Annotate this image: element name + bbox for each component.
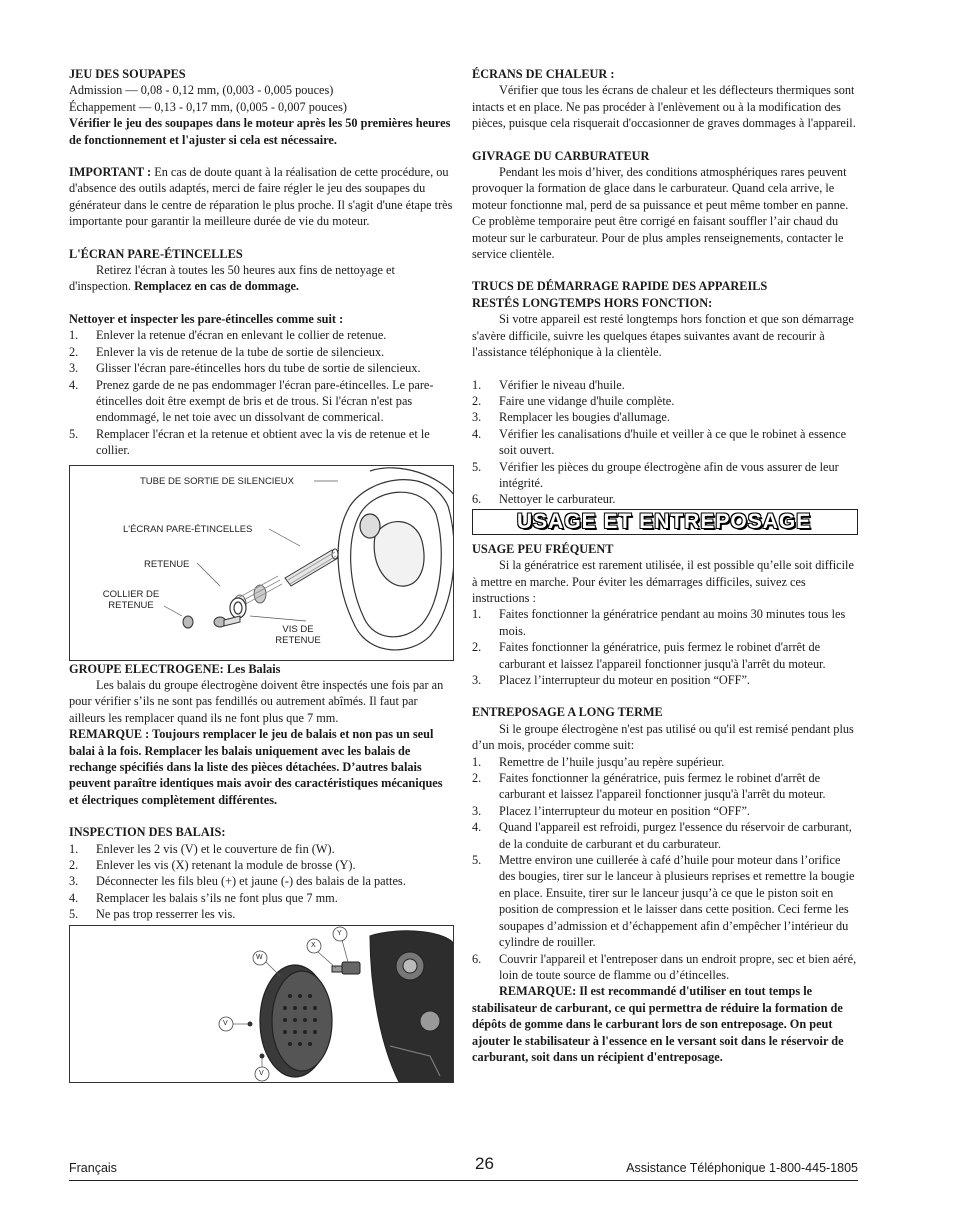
list-item-text: Faire une vidange d'huile complète. xyxy=(499,393,675,408)
list-item-text: Faites fonctionner la génératrice pendant au moins 30 minutes tous les mois. xyxy=(499,607,846,638)
list-item-text: Faites fonctionner la génératrice, puis fermez le robinet d'arrêt de carburant et laissez l'appareil fonctionner jusqu'à l'arrêt du moteur. xyxy=(499,771,826,802)
list-item xyxy=(472,803,858,819)
list-item-number: 1. xyxy=(472,377,482,392)
list-item xyxy=(472,770,858,803)
usage-storage-banner: USAGE ET ENTREPOSAGE xyxy=(472,509,858,535)
page-number: 26 xyxy=(475,1154,494,1173)
exhaust-spec: Échappement — 0,13 - 0,17 mm, (0,005 - 0,007 pouces) xyxy=(69,99,347,114)
list-item-text: Couvrir l'appareil et l'entreposer dans un endroit propre, sec et bien aéré, loin de toute source de flamme ou d’étincelles. xyxy=(499,951,857,982)
long-term-storage-text: Si le groupe électrogène n'est pas utilisé ou qu'il est remisé pendant plus d’un mois, procéder comme suit: xyxy=(472,721,854,753)
list-item xyxy=(472,951,858,984)
list-item-text: Nettoyer le carburateur. xyxy=(499,492,616,507)
list-item-number: 1. xyxy=(472,754,482,769)
list-item-number: 3. xyxy=(69,361,79,376)
spark-screen-text: Retirez l'écran à toutes les 50 heures aux fins de nettoyage et d'inspection. Remplacez en cas de dommage. xyxy=(69,263,395,294)
list-item-number: 1. xyxy=(69,841,79,856)
carburetor-icing-text: Pendant les mois d’hiver, des conditions atmosphériques rares peuvent provoquer la formation de glace dans le carburateur. Quand cela arrive, le moteur fonctionne mal, perd de sa puissance et peut même tomber en panne. Ce problème temporaire peut être corrigé en faisant souffler l’air chaud du moteur sur le carburateur. Pour de plus amples renseignements, contacter le service clientèle. xyxy=(472,165,849,262)
heat-shields-heading: ÉCRANS DE CHALEUR : xyxy=(472,67,615,81)
list-item-text: Faites fonctionner la génératrice, puis fermez le robinet d'arrêt de carburant et laissez l'appareil fonctionner jusqu'à l'arrêt du moteur. xyxy=(499,640,826,671)
spark-steps-list xyxy=(69,327,454,458)
list-item-number: 4. xyxy=(69,377,79,392)
list-item xyxy=(69,906,454,922)
list-item xyxy=(69,873,454,889)
list-item xyxy=(69,426,454,459)
list-item-number: 3. xyxy=(69,874,79,889)
list-item-text: Placez l’interrupteur du moteur en position “OFF”. xyxy=(499,803,750,818)
list-item xyxy=(472,606,858,639)
list-item-text: Glisser l'écran pare-étincelles hors du tube de sortie de silencieux. xyxy=(96,361,421,376)
list-item-number: 6. xyxy=(472,492,482,507)
spark-steps-heading: Nettoyer et inspecter les pare-étincelles comme suit : xyxy=(69,311,344,326)
callout-v-1: V xyxy=(223,1019,228,1027)
list-item-number: 4. xyxy=(472,426,482,441)
list-item-text: Enlever la retenue d'écran en enlevant le collier de retenue. xyxy=(96,328,387,343)
list-item-number: 5. xyxy=(69,907,79,922)
footer-language: Français xyxy=(69,1161,117,1175)
list-item-number: 6. xyxy=(472,951,482,966)
storage-steps-list xyxy=(472,754,858,984)
quickstart-steps-list xyxy=(472,377,858,508)
infrequent-use-heading: USAGE PEU FRÉQUENT xyxy=(472,541,614,556)
list-item-text: Vérifier le niveau d'huile. xyxy=(499,377,625,392)
valve-clearance-heading: JEU DES SOUPAPES xyxy=(69,67,186,81)
list-item-text: Remettre de l’huile jusqu’au repère supérieur. xyxy=(499,754,725,769)
tube-label: TUBE DE SORTIE DE SILENCIEUX xyxy=(140,475,294,487)
quickstart-heading-1: TRUCS DE DÉMARRAGE RAPIDE DES APPAREILS xyxy=(472,279,768,294)
list-item xyxy=(69,360,454,376)
list-item xyxy=(69,327,454,343)
list-item xyxy=(472,639,858,672)
list-item-text: Ne pas trop resserrer les vis. xyxy=(96,907,236,922)
list-item xyxy=(69,857,454,873)
list-item-text: Placez l’interrupteur du moteur en position “OFF”. xyxy=(499,673,750,687)
list-item-number: 3. xyxy=(472,410,482,425)
list-item xyxy=(69,841,454,857)
intake-spec: Admission — 0,08 - 0,12 mm, (0,003 - 0,005 pouces) xyxy=(69,83,334,98)
important-text: En cas de doute quant à la réalisation de cette procédure, ou d'absence des outils adaptés, merci de faire régler le jeu des soupapes du générateur dans le centre de réparation le plus proche. Il s'agit d'une étape très importante pour garantir la meilleure durée de vie du moteur. xyxy=(69,165,453,229)
list-item-text: Remplacer l'écran et la retenue et obtient avec la vis de retenue et le collier. xyxy=(96,426,430,458)
list-item-number: 5. xyxy=(69,426,79,441)
stabilizer-note: REMARQUE: Il est recommandé d'utiliser en tout temps le stabilisateur de carburant, ce qui permettra de réduire la formation de dépôts de gomme dans le carburant lors de son entreposage. On peut ajouter le stabilisateur à l'essence en le versant soit dans le réservoir de carburant, soit dans un récipient d'entreposage. xyxy=(472,984,844,1064)
long-term-storage-heading: ENTREPOSAGE A LONG TERME xyxy=(472,705,663,720)
list-item-text: Enlever les 2 vis (V) et le couverture de fin (W). xyxy=(96,841,335,856)
list-item-text: Mettre environ une cuillerée à café d’huile pour moteur dans l’orifice des bougies, tirer sur le lanceur à plusieurs reprises et remettre la bougie en place. Ensuite, tirer sur le lanceur jusqu’à ce que le piston soit en position de compression et le laisser dans cette position. Ceci ferme les soupapes d’admission et d’échappement afin d’empêcher l’intérieur du cylindre de rouiller. xyxy=(499,853,855,950)
collar-label: COLLIER DE RETENUE xyxy=(102,588,160,611)
list-item-text: Enlever les vis (X) retenant la module de brosse (Y). xyxy=(96,858,356,872)
list-item-text: Remplacer les balais s’ils ne font plus que 7 mm. xyxy=(96,890,338,905)
quickstart-heading-2: RESTÉS LONGTEMPS HORS FONCTION: xyxy=(472,295,713,310)
list-item-text: Quand l'appareil est refroidi, purgez l'essence du réservoir de carburant, de la conduite de carburant et du carburateur. xyxy=(499,820,852,851)
retainer-label: RETENUE xyxy=(144,558,190,570)
spark-arrestor-illustration xyxy=(70,466,454,661)
list-item xyxy=(472,377,858,393)
list-item xyxy=(472,426,858,459)
callout-w: W xyxy=(256,953,263,961)
list-item xyxy=(472,491,858,507)
list-item xyxy=(69,344,454,360)
page-footer xyxy=(69,1154,858,1181)
list-item-number: 5. xyxy=(472,853,482,868)
inspection-steps-list xyxy=(69,841,454,923)
list-item-number: 2. xyxy=(472,393,482,408)
list-item-text: Vérifier les canalisations d'huile et veiller à ce que le robinet à essence soit ouvert. xyxy=(499,426,847,458)
right-column xyxy=(472,66,858,1065)
brushes-heading: GROUPE ELECTROGENE: Les Balais xyxy=(69,661,281,676)
inspection-heading: INSPECTION DES BALAIS: xyxy=(69,825,226,840)
list-item-text: Déconnecter les fils bleu (+) et jaune (-) des balais de la pattes. xyxy=(96,874,406,889)
list-item-number: 2. xyxy=(472,640,482,655)
list-item xyxy=(472,672,858,688)
list-item xyxy=(472,754,858,770)
list-item-number: 2. xyxy=(69,344,79,359)
screw-label: VIS DE RETENUE xyxy=(275,623,321,646)
spark-arrestor-figure xyxy=(69,465,454,661)
callout-v-2: V xyxy=(259,1069,264,1077)
brushes-illustration xyxy=(70,926,454,1083)
list-item xyxy=(472,819,858,852)
list-item-text: Remplacer les bougies d'allumage. xyxy=(499,410,670,425)
list-item xyxy=(472,852,858,950)
list-item xyxy=(472,393,858,409)
list-item-number: 4. xyxy=(69,890,79,905)
list-item-number: 3. xyxy=(472,673,482,687)
brushes-note: REMARQUE : Toujours remplacer le jeu de balais et non pas un seul balai à la fois. Remplacer les balais uniquement avec les balais de rechange spécifiés dans la liste des pièces détachées. D’autres balais peuvent paraître identiques mais avoir des caractéristiques mécaniques et électriques complètement différentes. xyxy=(69,727,443,807)
carburetor-icing-heading: GIVRAGE DU CARBURATEUR xyxy=(472,148,650,163)
infrequent-use-text: Si la génératrice est rarement utilisée, il est possible qu’elle soit difficile à mettre en marche. Pour éviter les démarrages difficiles, suivez ces instructions : xyxy=(472,558,854,605)
spark-screen-heading: L'ÉCRAN PARE-ÉTINCELLES xyxy=(69,246,243,261)
list-item-number: 3. xyxy=(472,803,482,818)
list-item xyxy=(69,890,454,906)
screen-label: L'ÉCRAN PARE-ÉTINCELLES xyxy=(123,523,253,535)
brushes-text: Les balais du groupe électrogène doivent être inspectés une fois par an pour vérifier s’ils ne sont pas fendillés ou autrement abîmés. Il faut par ailleurs les remplacer quand ils ne font plus que 7 mm. xyxy=(69,677,444,725)
list-item xyxy=(472,459,858,492)
quickstart-text: Si votre appareil est resté longtemps hors fonction et que son démarrage s'avère difficile, suivre les quelques étapes suivantes avant de recourir à l'assistance téléphonique à la clientèle. xyxy=(472,312,854,360)
list-item xyxy=(472,409,858,425)
callout-x: X xyxy=(311,941,316,949)
list-item-text: Vérifier les pièces du groupe électrogène afin de vous assurer de leur intégrité. xyxy=(499,459,839,490)
list-item-number: 5. xyxy=(472,459,482,474)
important-paragraph xyxy=(69,164,454,230)
important-label: IMPORTANT : xyxy=(69,165,152,180)
list-item-number: 1. xyxy=(472,607,482,622)
list-item-text: Prenez garde de ne pas endommager l'écran pare-étincelles. Le pare-étincelles doit être exempt de bris et de trous. Si l'écran n'est pas endommagé, le net toie avec un dissolvant de commerical. xyxy=(96,377,434,425)
list-item-number: 2. xyxy=(69,858,79,872)
list-item-number: 2. xyxy=(472,771,482,786)
list-item xyxy=(69,377,454,426)
heat-shields-text: Vérifier que tous les écrans de chaleur et les déflecteurs thermiques sont intacts et en place. Ne pas procéder à l'enlèvement ou à la modification des pièces, puisque cela risquerait d'occasionner de graves dommages à l'appareil. xyxy=(472,83,856,131)
list-item-number: 1. xyxy=(69,328,79,343)
left-column xyxy=(69,66,454,1083)
list-item-text: Enlever la vis de retenue de la tube de sortie de silencieux. xyxy=(96,344,385,359)
list-item-number: 4. xyxy=(472,820,482,835)
callout-y: Y xyxy=(337,929,342,937)
brushes-figure xyxy=(69,925,454,1083)
infrequent-steps-list xyxy=(472,606,858,688)
footer-phone: Assistance Téléphonique 1-800-445-1805 xyxy=(626,1161,858,1175)
valve-note: Vérifier le jeu des soupapes dans le moteur après les 50 premières heures de fonctionnement et l'ajuster si cela est nécessaire. xyxy=(69,116,451,147)
